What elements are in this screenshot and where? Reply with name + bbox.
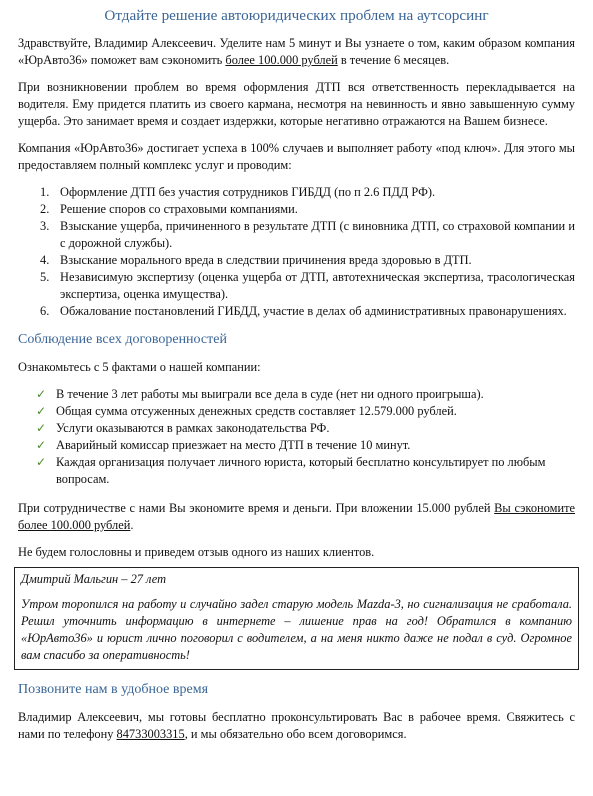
section-heading-call: Позвоните нам в удобное время: [18, 682, 209, 697]
page-title: Отдайте решение автоюридических проблем на аутсорсинг: [104, 7, 489, 24]
list-item: ✓ Общая сумма отсуженных денежных средств составляет 12.579.000 рублей.: [36, 404, 457, 418]
phone-link[interactable]: 84733003315: [116, 727, 185, 741]
check-mark-icon: ✓: [36, 438, 47, 452]
testimonial-box: [14, 567, 579, 670]
list-item: ✓ Аварийный комиссар приезжает на место ДТП в течение 10 минут.: [36, 438, 411, 452]
savings-link-2[interactable]: Вы сэкономите более 100.000 рублей: [18, 501, 575, 532]
facts-intro: Ознакомьтесь с 5 фактами о нашей компании:: [18, 360, 261, 374]
company-paragraph: Компания «ЮрАвто36» достигает успеха в 100% случаев и выполняет работу «под ключ». Для этого мы предоставляем полный комплекс услуг и проводим:: [18, 141, 575, 172]
check-mark-icon: ✓: [36, 455, 47, 469]
facts-list: [18, 386, 575, 488]
review-text: Утром торопился на работу и случайно задел старую модель Mazda-3, но сигнализация не сработала. Решил уточнить информацию в интернете – лишение прав на год! Обратился в компанию «ЮрАвто36» и юрист лично поговорил с водителем, а на меня никто даже не подал в суд. Огромное вам спасибо за оперативность!: [21, 597, 572, 662]
savings-paragraph: При сотрудничестве с нами Вы экономите время и деньги. При вложении 15.000 рублей Вы сэкономите более 100.000 рублей.: [18, 501, 575, 532]
check-mark-icon: ✓: [36, 404, 47, 418]
check-mark-icon: ✓: [36, 421, 47, 435]
list-item: 2. Решение споров со страховыми компаниями.: [40, 202, 298, 216]
list-item: 4. Взыскание морального вреда в следствии причинения вреда здоровью в ДТП.: [40, 253, 472, 267]
check-mark-icon: ✓: [36, 387, 47, 401]
list-item: 1. Оформление ДТП без участия сотрудников ГИБДД (по п 2.6 ПДД РФ).: [40, 185, 436, 199]
list-item: ✓ Услуги оказываются в рамках законодательства РФ.: [36, 421, 330, 435]
list-item: 6. Обжалование постановлений ГИБДД, участие в делах об административных правонарушениях.: [40, 304, 567, 318]
savings-link[interactable]: более 100.000 рублей: [225, 53, 338, 67]
list-item: 5. Независимую экспертизу (оценка ущерба от ДТП, автотехническая экспертиза, трасологическая экспертиза, оценка имущества).: [40, 270, 575, 301]
list-item: 3. Взыскание ущерба, причиненного в результате ДТП (с виновника ДТП, со страховой компании и с дорожной службы).: [40, 219, 575, 250]
services-list: [18, 184, 575, 320]
list-item: ✓ В течение 3 лет работы мы выиграли все дела в суде (нет ни одного проигрыша).: [36, 387, 484, 401]
contact-paragraph: Владимир Алексеевич, мы готовы бесплатно проконсультировать Вас в рабочее время. Свяжитесь с нами по телефону 84733003315, и мы обязательно обо всем договоримся.: [18, 710, 575, 741]
problem-paragraph: При возникновении проблем во время оформления ДТП вся ответственность перекладывается на водителя. Ему придется платить из своего кармана, несмотря на невинность и явно завышенную сумму ущерба. Это занимает время и создает издержки, которые негативно отражаются на Вашем бизнесе.: [18, 80, 575, 128]
intro-paragraph: Здравствуйте, Владимир Алексеевич. Уделите нам 5 минут и Вы узнаете о том, каким образом компания «ЮрАвто36» поможет вам сэкономить более 100.000 рублей в течение 6 месяцев.: [18, 36, 575, 67]
section-heading-agreements: Соблюдение всех договоренностей: [18, 332, 227, 347]
review-intro: Не будем голословны и приведем отзыв одного из наших клиентов.: [18, 545, 375, 559]
list-item: ✓ Каждая организация получает личного юриста, который бесплатно консультирует по любым вопросам.: [36, 455, 546, 486]
review-author: Дмитрий Мальгин – 27 лет: [21, 572, 167, 586]
